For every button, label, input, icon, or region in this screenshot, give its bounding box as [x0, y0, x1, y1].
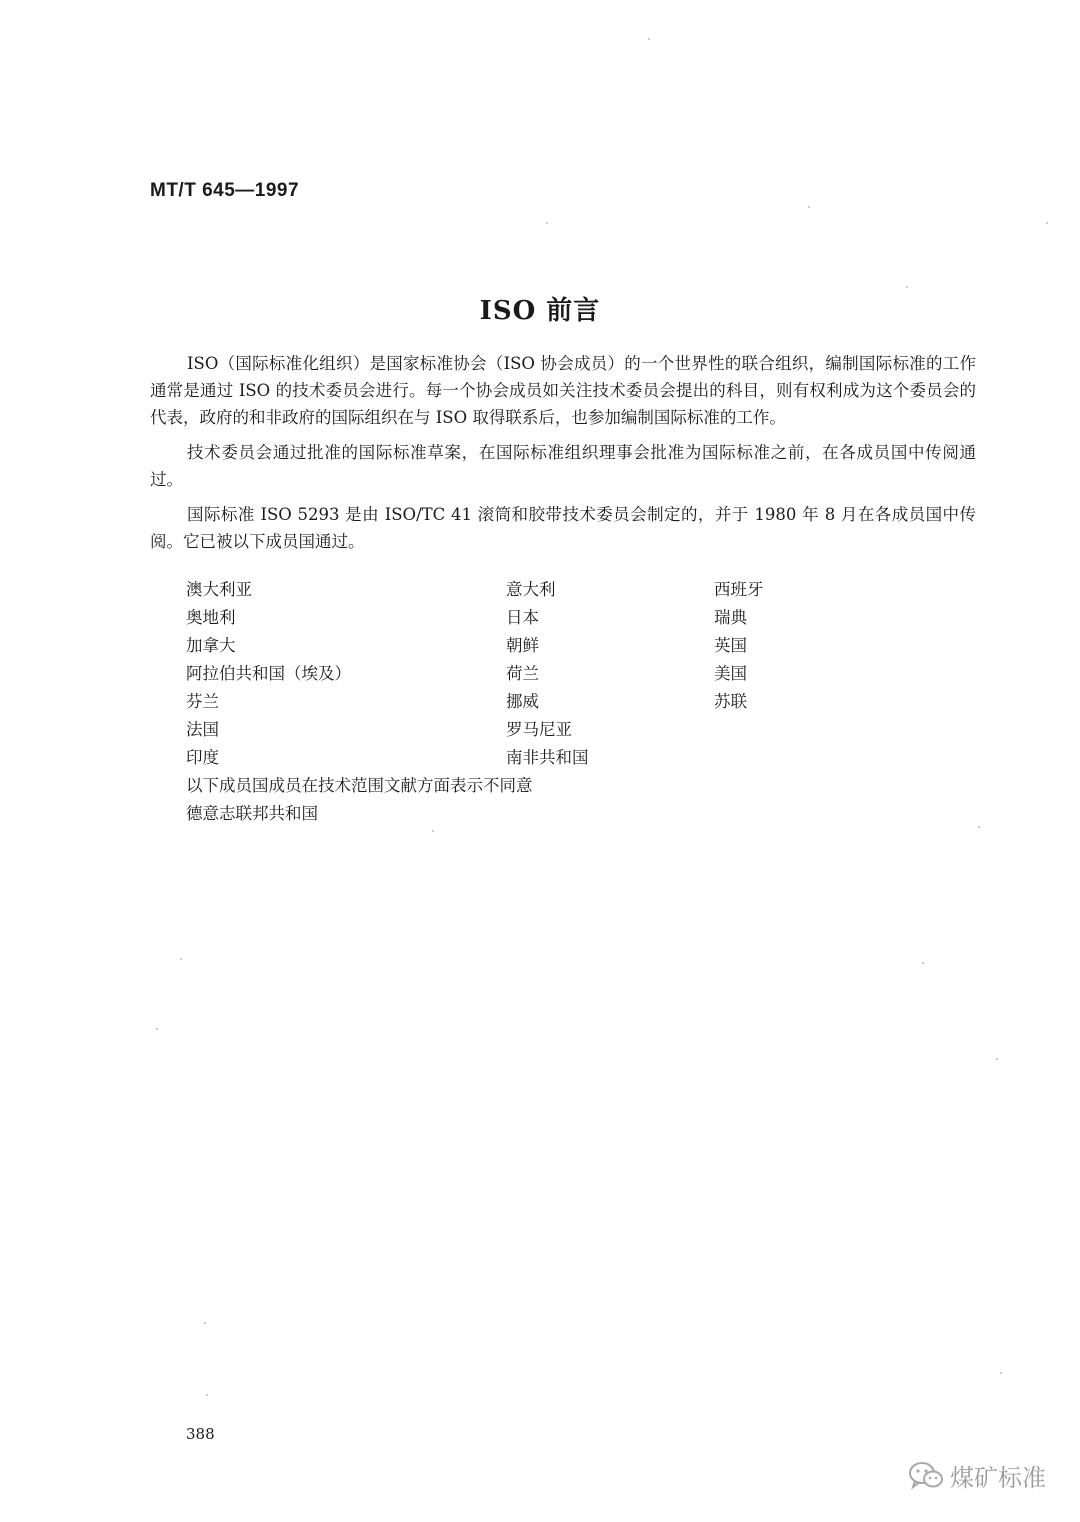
scan-speck	[978, 826, 980, 828]
member-country-list	[186, 576, 886, 772]
scan-speck	[180, 958, 182, 960]
paragraph-iso-5293: 国际标准 ISO 5293 是由 ISO/TC 41 滚筒和胶带技术委员会制定的，并于 1980 年 8 月在各成员国中传阅。它已被以下成员国通过。	[150, 505, 976, 551]
body-text	[150, 350, 976, 563]
country-name: 法国	[186, 720, 219, 739]
country-name: 苏联	[714, 692, 747, 711]
scan-speck	[906, 286, 908, 288]
paragraph-iso-intro: ISO（国际标准化组织）是国家标准协会（ISO 协会成员）的一个世界性的联合组织，编制国际标准的工作通常是通过 ISO 的技术委员会进行。每一个协会成员如关注技术委员会提出的科目，则有权利成为这个委员会的代表，政府的和非政府的国际组织在与 ISO 取得联系后，也参加编制国际标准的工作。	[150, 354, 976, 427]
scan-speck	[1046, 222, 1048, 224]
country-name: 印度	[186, 748, 219, 767]
scan-speck	[922, 962, 924, 964]
country-name: 阿拉伯共和国（埃及）	[186, 664, 351, 683]
country-name: 美国	[714, 664, 747, 683]
scan-speck	[996, 1058, 998, 1060]
country-name: 瑞典	[714, 608, 747, 627]
page-title: ISO 前言	[479, 296, 601, 326]
country-name: 荷兰	[506, 664, 539, 683]
list-item	[186, 576, 886, 604]
watermark-text: 煤矿标准	[950, 1464, 1046, 1492]
country-name: 芬兰	[186, 692, 219, 711]
paragraph-approval: 技术委员会通过批准的国际标准草案，在国际标准组织理事会批准为国际标准之前，在各成员国中传阅通过。	[150, 443, 976, 489]
country-name: 西班牙	[714, 580, 764, 599]
scan-speck	[648, 38, 650, 40]
country-name: 加拿大	[186, 636, 236, 655]
scan-speck	[206, 1394, 208, 1396]
country-name: 南非共和国	[506, 748, 589, 767]
list-item	[186, 688, 886, 716]
scan-speck	[156, 1028, 158, 1030]
scan-speck	[204, 1322, 206, 1324]
list-item	[186, 744, 886, 772]
scan-speck	[808, 206, 810, 208]
country-name: 英国	[714, 636, 747, 655]
page-number: 388	[186, 1425, 215, 1443]
country-name: 意大利	[506, 580, 556, 599]
country-name: 日本	[506, 608, 539, 627]
list-item	[186, 604, 886, 632]
country-name: 罗马尼亚	[506, 720, 572, 739]
scan-speck	[432, 830, 434, 832]
scan-speck	[546, 222, 548, 224]
standard-code: MT/T 645—1997	[150, 180, 300, 201]
list-item	[186, 660, 886, 688]
wechat-icon	[908, 1461, 944, 1491]
country-name: 挪威	[506, 692, 539, 711]
country-name: 奥地利	[186, 608, 236, 627]
country-name: 澳大利亚	[186, 580, 252, 599]
country-name: 朝鲜	[506, 636, 539, 655]
watermark	[908, 1458, 1046, 1493]
list-item	[186, 632, 886, 660]
disagree-note: 以下成员国成员在技术范围文献方面表示不同意	[186, 776, 533, 795]
list-item	[186, 716, 886, 744]
scan-speck	[1000, 1372, 1002, 1374]
disagree-country: 德意志联邦共和国	[186, 804, 318, 823]
